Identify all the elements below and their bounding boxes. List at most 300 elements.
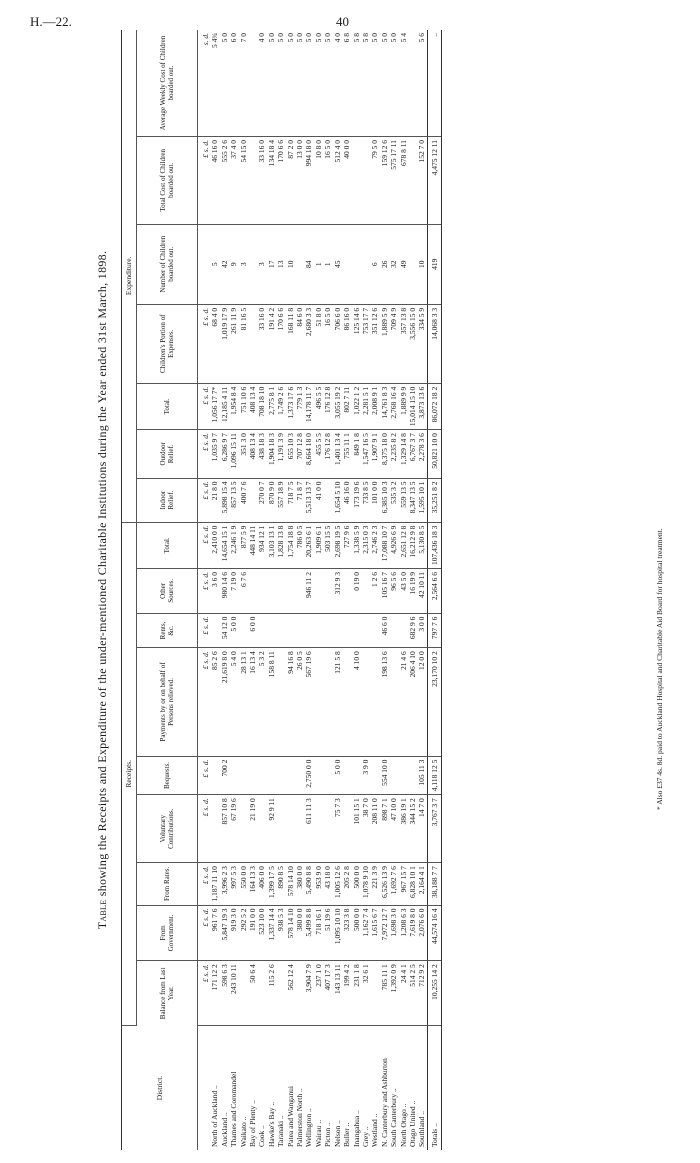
- unit-cell: £ s. d.: [198, 136, 211, 224]
- total-cell: 23,170 10 2: [427, 648, 441, 756]
- value-cell: 87 2 0: [286, 136, 295, 224]
- district-cell: Picton ..: [323, 1122, 333, 1147]
- value-cell: 535 3 2: [389, 478, 398, 522]
- value-cell: 785 11 1: [380, 961, 389, 1026]
- value-cell: 14 7 0: [417, 795, 427, 863]
- value-cell: 5 4 0: [229, 648, 238, 756]
- value-cell: [314, 648, 323, 756]
- value-cell: 727 9 6: [342, 522, 351, 568]
- value-cell: [257, 569, 266, 614]
- value-cell: 37 4 0: [229, 136, 238, 224]
- value-cell: 17: [267, 224, 276, 304]
- value-cell: [314, 756, 323, 795]
- value-cell: 13 0 0: [295, 136, 304, 224]
- value-cell: 125 14 6: [352, 304, 361, 383]
- value-cell: [408, 30, 417, 136]
- total-cell: ..: [427, 30, 441, 136]
- value-cell: 611 11 3: [304, 795, 313, 863]
- table-row: [380, 30, 389, 1150]
- value-cell: [210, 756, 219, 795]
- footnote: * Also £37 4s. 8d. paid to Auckland Hospital and Charitable Aid Board for hospital treatment.: [655, 528, 664, 810]
- value-cell: 10 8 0: [314, 136, 323, 224]
- total-cell: 2,564 6 6: [427, 569, 441, 614]
- district-cell: Palmerston North ..: [295, 1088, 305, 1147]
- value-cell: 712 9 2: [417, 961, 427, 1026]
- value-cell: 152 7 0: [417, 136, 427, 224]
- value-cell: 550 0 0: [239, 863, 248, 905]
- value-cell: 191 4 2: [267, 304, 276, 383]
- value-cell: 270 0 7: [257, 478, 266, 522]
- value-cell: [352, 224, 361, 304]
- value-cell: 6 0 0: [248, 613, 257, 648]
- value-cell: 13: [276, 224, 285, 304]
- value-cell: 323 3 8: [342, 905, 351, 961]
- value-cell: 919 3 0: [229, 905, 238, 961]
- value-cell: 557 18 9: [276, 478, 285, 522]
- value-cell: 786 0 5: [295, 522, 304, 568]
- value-cell: 5 0: [389, 30, 398, 136]
- value-cell: 6 8: [342, 30, 351, 136]
- value-cell: 221 3 9: [370, 863, 379, 905]
- value-cell: 158 8 11: [267, 648, 276, 756]
- value-cell: 1,095 10 10: [333, 905, 342, 961]
- col-header: Bequests.: [137, 756, 198, 795]
- value-cell: 1,329 14 8: [399, 430, 408, 478]
- value-cell: 38 7 0: [361, 795, 370, 863]
- value-cell: 857 13 5: [229, 478, 238, 522]
- value-cell: 980 14 6: [220, 569, 229, 614]
- value-cell: [323, 648, 332, 756]
- value-cell: 2,746 2 3: [370, 522, 379, 568]
- value-cell: 208 11 0: [370, 795, 379, 863]
- value-cell: [342, 569, 351, 614]
- value-cell: 21 4 6: [399, 648, 408, 756]
- value-cell: 1,698 3 0: [389, 905, 398, 961]
- value-cell: 967 15 7: [399, 863, 408, 905]
- col-header: Number of Children boarded out.: [137, 224, 198, 304]
- value-cell: 380 0 0: [295, 863, 304, 905]
- value-cell: 351 12 6: [370, 304, 379, 383]
- value-cell: 170 6 6: [276, 136, 285, 224]
- value-cell: 237 1 0: [314, 961, 323, 1026]
- value-cell: [361, 613, 370, 648]
- value-cell: 6,828 10 1: [408, 863, 417, 905]
- value-cell: 707 12 8: [295, 430, 304, 478]
- value-cell: 1,401 13 4: [333, 430, 342, 478]
- value-cell: 1,907 9 1: [370, 430, 379, 478]
- table-row: [314, 30, 323, 1150]
- value-cell: [352, 613, 361, 648]
- value-cell: 6,767 3 7: [408, 430, 417, 478]
- value-cell: 598 6 3: [220, 961, 229, 1026]
- value-cell: 3,996 2 3: [220, 863, 229, 905]
- table-row: [220, 30, 229, 1150]
- district-cell: South Canterbury ..: [389, 1088, 399, 1147]
- value-cell: 16 13 4: [248, 648, 257, 756]
- value-cell: 3 6 0: [210, 569, 219, 614]
- value-cell: [239, 795, 248, 863]
- value-cell: 407 17 3: [323, 961, 332, 1026]
- value-cell: 8,375 18 0: [380, 430, 389, 478]
- value-cell: 16,212 9 8: [408, 522, 417, 568]
- value-cell: 849 1 8: [352, 430, 361, 478]
- value-cell: 2,235 8 2: [389, 430, 398, 478]
- group-expenditure: Expenditure.: [122, 30, 137, 522]
- value-cell: 32 6 1: [361, 961, 370, 1026]
- value-cell: 198 13 6: [380, 648, 389, 756]
- value-cell: 171 12 2: [210, 961, 219, 1026]
- value-cell: 5 8: [361, 30, 370, 136]
- value-cell: [267, 569, 276, 614]
- unit-cell: £ s. d.: [198, 522, 211, 568]
- value-cell: 1,035 9 7: [210, 430, 219, 478]
- value-cell: 898 7 1: [380, 795, 389, 863]
- value-cell: 46 16 0: [210, 136, 219, 224]
- value-cell: 47 10 0: [389, 795, 398, 863]
- value-cell: 1,904 18 3: [267, 430, 276, 478]
- value-cell: [210, 795, 219, 863]
- unit-cell: £ s. d.: [198, 478, 211, 522]
- col-header: Total.: [137, 383, 198, 429]
- value-cell: 42 10 11: [417, 569, 427, 614]
- value-cell: 2,680 3 3: [304, 304, 313, 383]
- value-cell: 5 4¾: [210, 30, 219, 136]
- value-cell: 115 2 6: [267, 961, 276, 1026]
- value-cell: [295, 795, 304, 863]
- total-cell: 14,068 3 3: [427, 304, 441, 383]
- table-row: [352, 30, 361, 1150]
- value-cell: [399, 756, 408, 795]
- value-cell: 5 0: [314, 30, 323, 136]
- value-cell: 5 0: [380, 30, 389, 136]
- unit-cell: £ s. d.: [198, 795, 211, 863]
- value-cell: 5,490 8 8: [304, 863, 313, 905]
- value-cell: 1,889 5 9: [380, 304, 389, 383]
- value-cell: 567 19 6: [304, 648, 313, 756]
- col-header: Total Cost of Children boarded out.: [137, 136, 198, 224]
- district-cell: North Otago ..: [398, 1103, 408, 1147]
- value-cell: 380 0 0: [295, 905, 304, 961]
- table-row: [342, 30, 351, 1150]
- table-row: [333, 30, 342, 1150]
- value-cell: [342, 224, 351, 304]
- table-row: [323, 30, 332, 1150]
- value-cell: 1: [323, 224, 332, 304]
- value-cell: 79 5 0: [370, 136, 379, 224]
- col-header-district: District.: [122, 1026, 198, 1151]
- district-cell: Patea and Wanganui: [285, 1086, 295, 1147]
- value-cell: 934 12 1: [257, 522, 266, 568]
- value-cell: 231 1 8: [352, 961, 361, 1026]
- value-cell: 1 2 6: [370, 569, 379, 614]
- value-cell: [257, 961, 266, 1026]
- value-cell: 5 0: [220, 30, 229, 136]
- value-cell: 751 10 6: [239, 383, 248, 429]
- value-cell: 5 0: [370, 30, 379, 136]
- value-cell: 2,698 19 5: [333, 522, 342, 568]
- total-cell: 3,767 3 7: [427, 795, 441, 863]
- value-cell: 42: [220, 224, 229, 304]
- document-code: H.—22.: [30, 14, 72, 29]
- value-cell: 0 19 0: [352, 569, 361, 614]
- value-cell: 5 0 0: [229, 613, 238, 648]
- value-cell: 1,692 7 6: [389, 863, 398, 905]
- total-cell: 797 7 6: [427, 613, 441, 648]
- total-cell: 10,255 14 2: [427, 961, 441, 1026]
- value-cell: 41 0 0: [314, 478, 323, 522]
- group-receipts: Receipts.: [122, 522, 137, 1025]
- value-cell: 3,904 7 9: [304, 961, 313, 1026]
- value-cell: 351 3 0: [239, 430, 248, 478]
- value-cell: 2,768 16 4: [389, 383, 398, 429]
- value-cell: [276, 961, 285, 1026]
- value-cell: 890 8 5: [276, 863, 285, 905]
- value-cell: 7,972 12 7: [380, 905, 389, 961]
- col-header: Rents, &c.: [137, 613, 198, 648]
- value-cell: 33 16 0: [257, 304, 266, 383]
- value-cell: 438 18 3: [257, 430, 266, 478]
- value-cell: 6 7 6: [239, 569, 248, 614]
- value-cell: 168 11 8: [286, 304, 295, 383]
- value-cell: 173 19 6: [352, 478, 361, 522]
- value-cell: [210, 613, 219, 648]
- value-cell: 1,654 5 10: [333, 478, 342, 522]
- value-cell: 718 16 1: [314, 905, 323, 961]
- value-cell: 105 16 7: [380, 569, 389, 614]
- value-cell: 1,208 6 3: [399, 905, 408, 961]
- value-cell: [389, 756, 398, 795]
- value-cell: 655 10 3: [286, 430, 295, 478]
- value-cell: 3,055 19 2: [333, 383, 342, 429]
- value-cell: 8,347 13 5: [408, 478, 417, 522]
- value-cell: [248, 30, 257, 136]
- value-cell: 357 13 8: [399, 304, 408, 383]
- value-cell: 26 0 5: [295, 648, 304, 756]
- units-row: [198, 30, 211, 1150]
- value-cell: [248, 478, 257, 522]
- unit-cell: £ s. d.: [198, 905, 211, 961]
- table-title: Table showing the Receipts and Expenditure of the under-mentioned Charitable Institutions during the Year ended 31st March, 1898.: [95, 250, 109, 930]
- table-row: [389, 30, 398, 1150]
- value-cell: 1,019 17 9: [220, 304, 229, 383]
- value-cell: 20,263 6 1: [304, 522, 313, 568]
- district-cell: Waikato ..: [238, 1116, 248, 1147]
- value-cell: 779 1 3: [295, 383, 304, 429]
- value-cell: 1,754 18 8: [286, 522, 295, 568]
- value-cell: 1,828 13 8: [276, 522, 285, 568]
- value-cell: 2,315 0 3: [361, 522, 370, 568]
- value-cell: 176 12 8: [323, 430, 332, 478]
- value-cell: 523 10 0: [257, 905, 266, 961]
- value-cell: 386 19 1: [399, 795, 408, 863]
- col-header: From Rates.: [137, 863, 198, 905]
- district-cell: N. Canterbury and Ashburton: [379, 1058, 389, 1147]
- value-cell: 43 5 0: [399, 569, 408, 614]
- value-cell: 678 8 11: [399, 136, 408, 224]
- value-cell: 101 0 0: [370, 478, 379, 522]
- value-cell: 2,281 5 1: [361, 383, 370, 429]
- col-header: Payments by or on behalf of Persons relieved.: [137, 648, 198, 756]
- value-cell: 10: [286, 224, 295, 304]
- value-cell: 7,619 8 0: [408, 905, 417, 961]
- value-cell: 1,078 9 10: [361, 863, 370, 905]
- total-cell: 4,475 12 11: [427, 136, 441, 224]
- unit-cell: £ s. d.: [198, 961, 211, 1026]
- value-cell: 1,337 14 4: [267, 905, 276, 961]
- value-cell: 5 8: [352, 30, 361, 136]
- table-row: [248, 30, 257, 1150]
- value-cell: 5 0: [286, 30, 295, 136]
- value-cell: [361, 224, 370, 304]
- value-cell: [257, 795, 266, 863]
- value-cell: 1: [314, 224, 323, 304]
- district-cell: Wairau ..: [313, 1119, 323, 1147]
- value-cell: 938 5 3: [276, 905, 285, 961]
- value-cell: 3: [257, 224, 266, 304]
- value-cell: 857 10 8: [220, 795, 229, 863]
- value-cell: [323, 569, 332, 614]
- value-cell: 12,185 4 11: [220, 383, 229, 429]
- value-cell: 6 0: [229, 30, 238, 136]
- page-number: 40: [336, 14, 349, 29]
- value-cell: 5 6: [417, 30, 427, 136]
- value-cell: 46 16 0: [342, 478, 351, 522]
- value-cell: 5,513 13 7: [304, 478, 313, 522]
- district-cell: Grey ..: [360, 1126, 370, 1147]
- value-cell: [295, 224, 304, 304]
- total-cell: 50,821 10 0: [427, 430, 441, 478]
- value-cell: 176 12 8: [323, 383, 332, 429]
- unit-cell: £ s. d.: [198, 569, 211, 614]
- value-cell: 10: [417, 224, 427, 304]
- value-cell: 1,338 5 9: [352, 522, 361, 568]
- col-header: Other Sources.: [137, 569, 198, 614]
- value-cell: 1,373 17 6: [286, 383, 295, 429]
- col-header: Total.: [137, 522, 198, 568]
- value-cell: [389, 613, 398, 648]
- value-cell: 40 0 0: [342, 136, 351, 224]
- value-cell: 96 5 6: [389, 569, 398, 614]
- value-cell: 706 6 0: [333, 304, 342, 383]
- col-header: Voluntary Contributions.: [137, 795, 198, 863]
- value-cell: [352, 136, 361, 224]
- table-body: [198, 30, 442, 1150]
- value-cell: [361, 648, 370, 756]
- value-cell: [408, 756, 417, 795]
- value-cell: [295, 756, 304, 795]
- district-cell: Wellington ..: [304, 1108, 314, 1147]
- table-row: [408, 30, 417, 1150]
- value-cell: 206 4 10: [408, 648, 417, 756]
- unit-cell: [198, 1026, 211, 1151]
- value-cell: [276, 648, 285, 756]
- value-cell: [333, 613, 342, 648]
- district-cell: Taranaki ..: [276, 1115, 286, 1147]
- value-cell: 121 5 8: [333, 648, 342, 756]
- value-cell: 578 14 10: [286, 905, 295, 961]
- value-cell: 5: [210, 224, 219, 304]
- value-cell: [295, 569, 304, 614]
- receipts-expenditure-table: [121, 30, 442, 1150]
- value-cell: 3 0 0: [417, 613, 427, 648]
- value-cell: 14,178 11 7: [304, 383, 313, 429]
- value-cell: 406 0 0: [257, 863, 266, 905]
- value-cell: 1,615 6 7: [370, 905, 379, 961]
- value-cell: [286, 756, 295, 795]
- value-cell: [314, 613, 323, 648]
- value-cell: 877 5 9: [239, 522, 248, 568]
- value-cell: 84 6 0: [295, 304, 304, 383]
- value-cell: 496 5 5: [314, 383, 323, 429]
- district-cell: Inangahua ..: [351, 1110, 361, 1147]
- unit-cell: £ s. d.: [198, 613, 211, 648]
- value-cell: 68 4 0: [210, 304, 219, 383]
- column-header-row: [137, 30, 198, 1150]
- table-row: [210, 30, 219, 1150]
- value-cell: 4 0: [257, 30, 266, 136]
- value-cell: [286, 569, 295, 614]
- value-cell: [248, 304, 257, 383]
- value-cell: 7 0: [239, 30, 248, 136]
- table-row: [239, 30, 248, 1150]
- value-cell: 6,526 13 9: [380, 863, 389, 905]
- value-cell: 3 9 0: [361, 756, 370, 795]
- value-cell: 9: [229, 224, 238, 304]
- value-cell: [304, 613, 313, 648]
- district-cell: Hawke's Bay ..: [266, 1101, 276, 1147]
- value-cell: 15,014 15 10: [408, 383, 417, 429]
- rotated-table-region: [95, 30, 695, 1150]
- value-cell: [286, 795, 295, 863]
- value-cell: [248, 756, 257, 795]
- table-row: [399, 30, 408, 1150]
- value-cell: 26: [380, 224, 389, 304]
- value-cell: 500 0 0: [352, 863, 361, 905]
- value-cell: 205 2 8: [342, 863, 351, 905]
- value-cell: 1,096 15 11: [229, 430, 238, 478]
- value-cell: [399, 613, 408, 648]
- value-cell: 2,278 3 6: [417, 430, 427, 478]
- district-cell: Bay of Plenty ..: [248, 1100, 258, 1147]
- value-cell: 1,056 17 7*: [210, 383, 219, 429]
- col-header: From Government.: [137, 905, 198, 961]
- unit-cell: £ s. d.: [198, 648, 211, 756]
- value-cell: 105 11 3: [417, 756, 427, 795]
- value-cell: [276, 756, 285, 795]
- value-cell: 718 7 5: [286, 478, 295, 522]
- table-row: [370, 30, 379, 1150]
- value-cell: 4 0: [333, 30, 342, 136]
- value-cell: 43 18 0: [323, 863, 332, 905]
- district-cell: Westland ..: [370, 1113, 380, 1147]
- value-cell: [323, 756, 332, 795]
- value-cell: 503 15 5: [323, 522, 332, 568]
- value-cell: 54 15 0: [239, 136, 248, 224]
- col-header: Balance from Last Year.: [137, 961, 198, 1026]
- value-cell: [276, 795, 285, 863]
- value-cell: 5,847 19 3: [220, 905, 229, 961]
- district-cell: Thames and Coromandel: [229, 1071, 239, 1147]
- district-cell: Cook ..: [257, 1125, 267, 1147]
- value-cell: 21 8 0: [210, 478, 219, 522]
- value-cell: 5,130 8 5: [417, 522, 427, 568]
- value-cell: 17,088 10 7: [380, 522, 389, 568]
- unit-cell: £ s. d.: [198, 863, 211, 905]
- value-cell: [323, 613, 332, 648]
- value-cell: 54 12 0: [220, 613, 229, 648]
- value-cell: 45: [333, 224, 342, 304]
- value-cell: 755 11 1: [342, 430, 351, 478]
